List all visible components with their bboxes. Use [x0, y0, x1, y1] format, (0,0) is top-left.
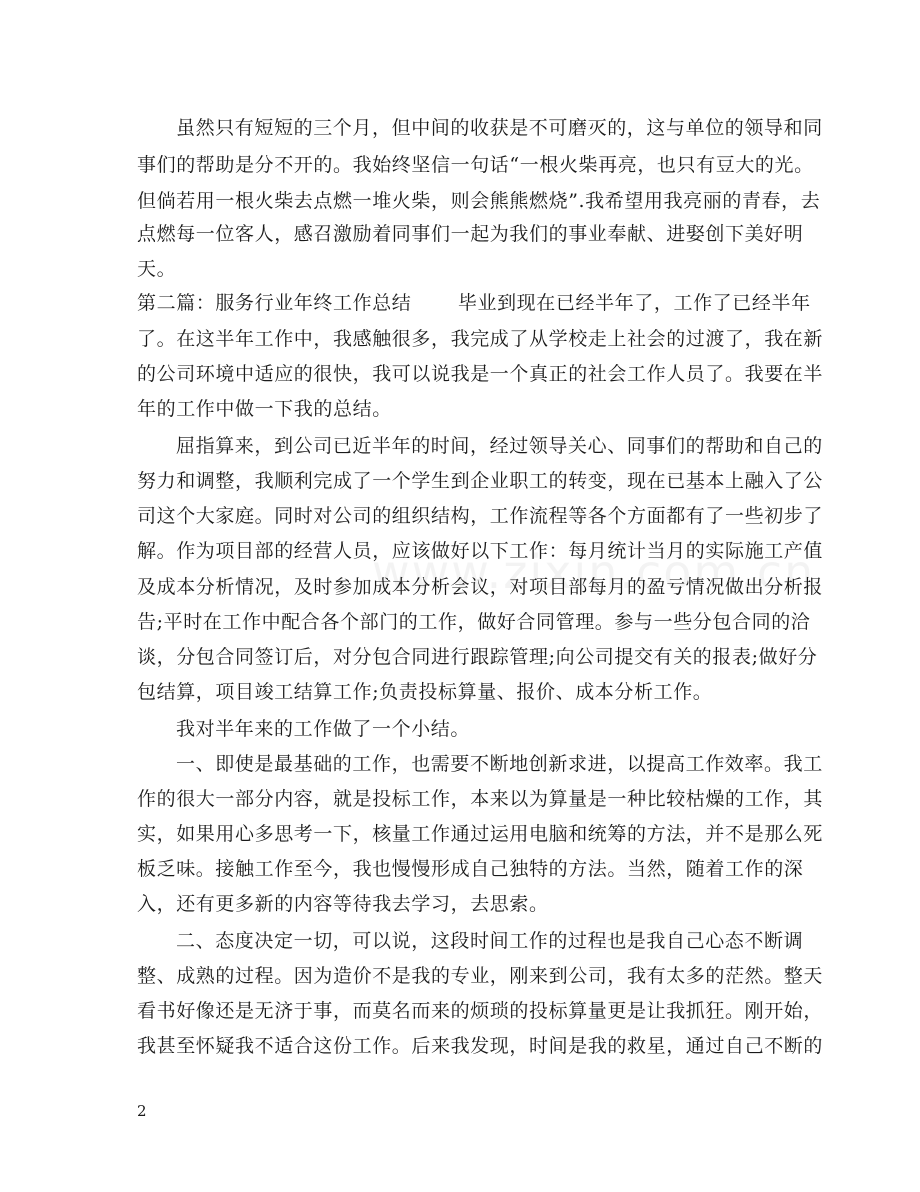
text-line: 告;平时在工作中配合各个部门的工作，做好合同管理。参与一些分包合同的洽: [137, 611, 811, 633]
text-line: 但倘若用一根火柴去点燃一堆火柴，则会熊熊燃烧”.我希望用我亮丽的青春，去: [137, 190, 821, 212]
text-line: 看书好像还是无济于事，而莫名而来的烦琐的投标算量更是让我抓狂。刚开始，: [137, 1000, 824, 1022]
text-line: 我甚至怀疑我不适合这份工作。后来我发现，时间是我的救星，通过自己不断的: [137, 1035, 824, 1057]
text-line: 作的很大一部分内容，就是投标工作，本来以为算量是一种比较枯燥的工作，其: [137, 788, 824, 810]
text-line: 的公司环境中适应的很快，我可以说我是一个真正的社会工作人员了。我要在半: [137, 363, 824, 385]
text-line: 谈，分包合同签订后，对分包合同进行跟踪管理;向公司提交有关的报表;做好分: [137, 646, 818, 668]
text-line: 整、成熟的过程。因为造价不是我的专业，刚来到公司，我有太多的茫然。整天: [137, 965, 824, 987]
text-line: 了。在这半年工作中，我感触很多，我完成了从学校走上社会的过渡了，我在新: [137, 328, 824, 350]
text-line: 虽然只有短短的三个月，但中间的收获是不可磨灭的，这与单位的领导和同: [176, 117, 823, 139]
text-line: 实，如果用心多思考一下，核量工作通过运用电脑和统筹的方法，并不是那么死: [137, 823, 824, 845]
text-line: 我对半年来的工作做了一个小结。: [176, 718, 471, 740]
text-line: 天。: [137, 258, 177, 280]
section-heading-line: 第二篇：服务行业年终工作总结 毕业到现在已经半年了，工作了已经半年: [137, 292, 811, 314]
text-line: 年的工作中做一下我的总结。: [137, 398, 392, 420]
text-line: 二、态度决定一切，可以说，这段时间工作的过程也是我自己心态不断调: [176, 930, 804, 952]
text-line: 点燃每一位客人，感召激励着同事们一起为我们的事业奉献、进娶创下美好明: [137, 223, 804, 245]
text-line: 入，还有更多新的内容等待我去学习，去思索。: [137, 893, 549, 915]
text-line: 一、即使是最基础的工作，也需要不断地创新求进，以提高工作效率。我工: [176, 753, 823, 775]
text-line: 解。作为项目部的经营人员，应该做好以下工作：每月统计当月的实际施工产值: [137, 540, 824, 562]
text-line: 屈指算来，到公司已近半年的时间，经过领导关心、同事们的帮助和自己的: [176, 435, 823, 457]
text-line: 包结算，项目竣工结算工作;负责投标算量、报价、成本分析工作。: [137, 681, 713, 703]
page-number: 2: [137, 1102, 147, 1120]
text-line: 司这个大家庭。同时对公司的组织结构，工作流程等各个方面都有了一些初步了: [137, 505, 824, 527]
text-line: 及成本分析情况，及时参加成本分析会议，对项目部每月的盈亏情况做出分析报: [137, 576, 824, 598]
text-line: 事们的帮助是分不开的。我始终坚信一句话“一根火柴再亮，也只有豆大的光。: [137, 154, 814, 176]
text-line: 板乏味。接触工作至今，我也慢慢形成自己独特的方法。当然，随着工作的深: [137, 858, 804, 880]
text-line: 努力和调整，我顺利完成了一个学生到企业职工的转变，现在已基本上融入了公: [137, 470, 824, 492]
